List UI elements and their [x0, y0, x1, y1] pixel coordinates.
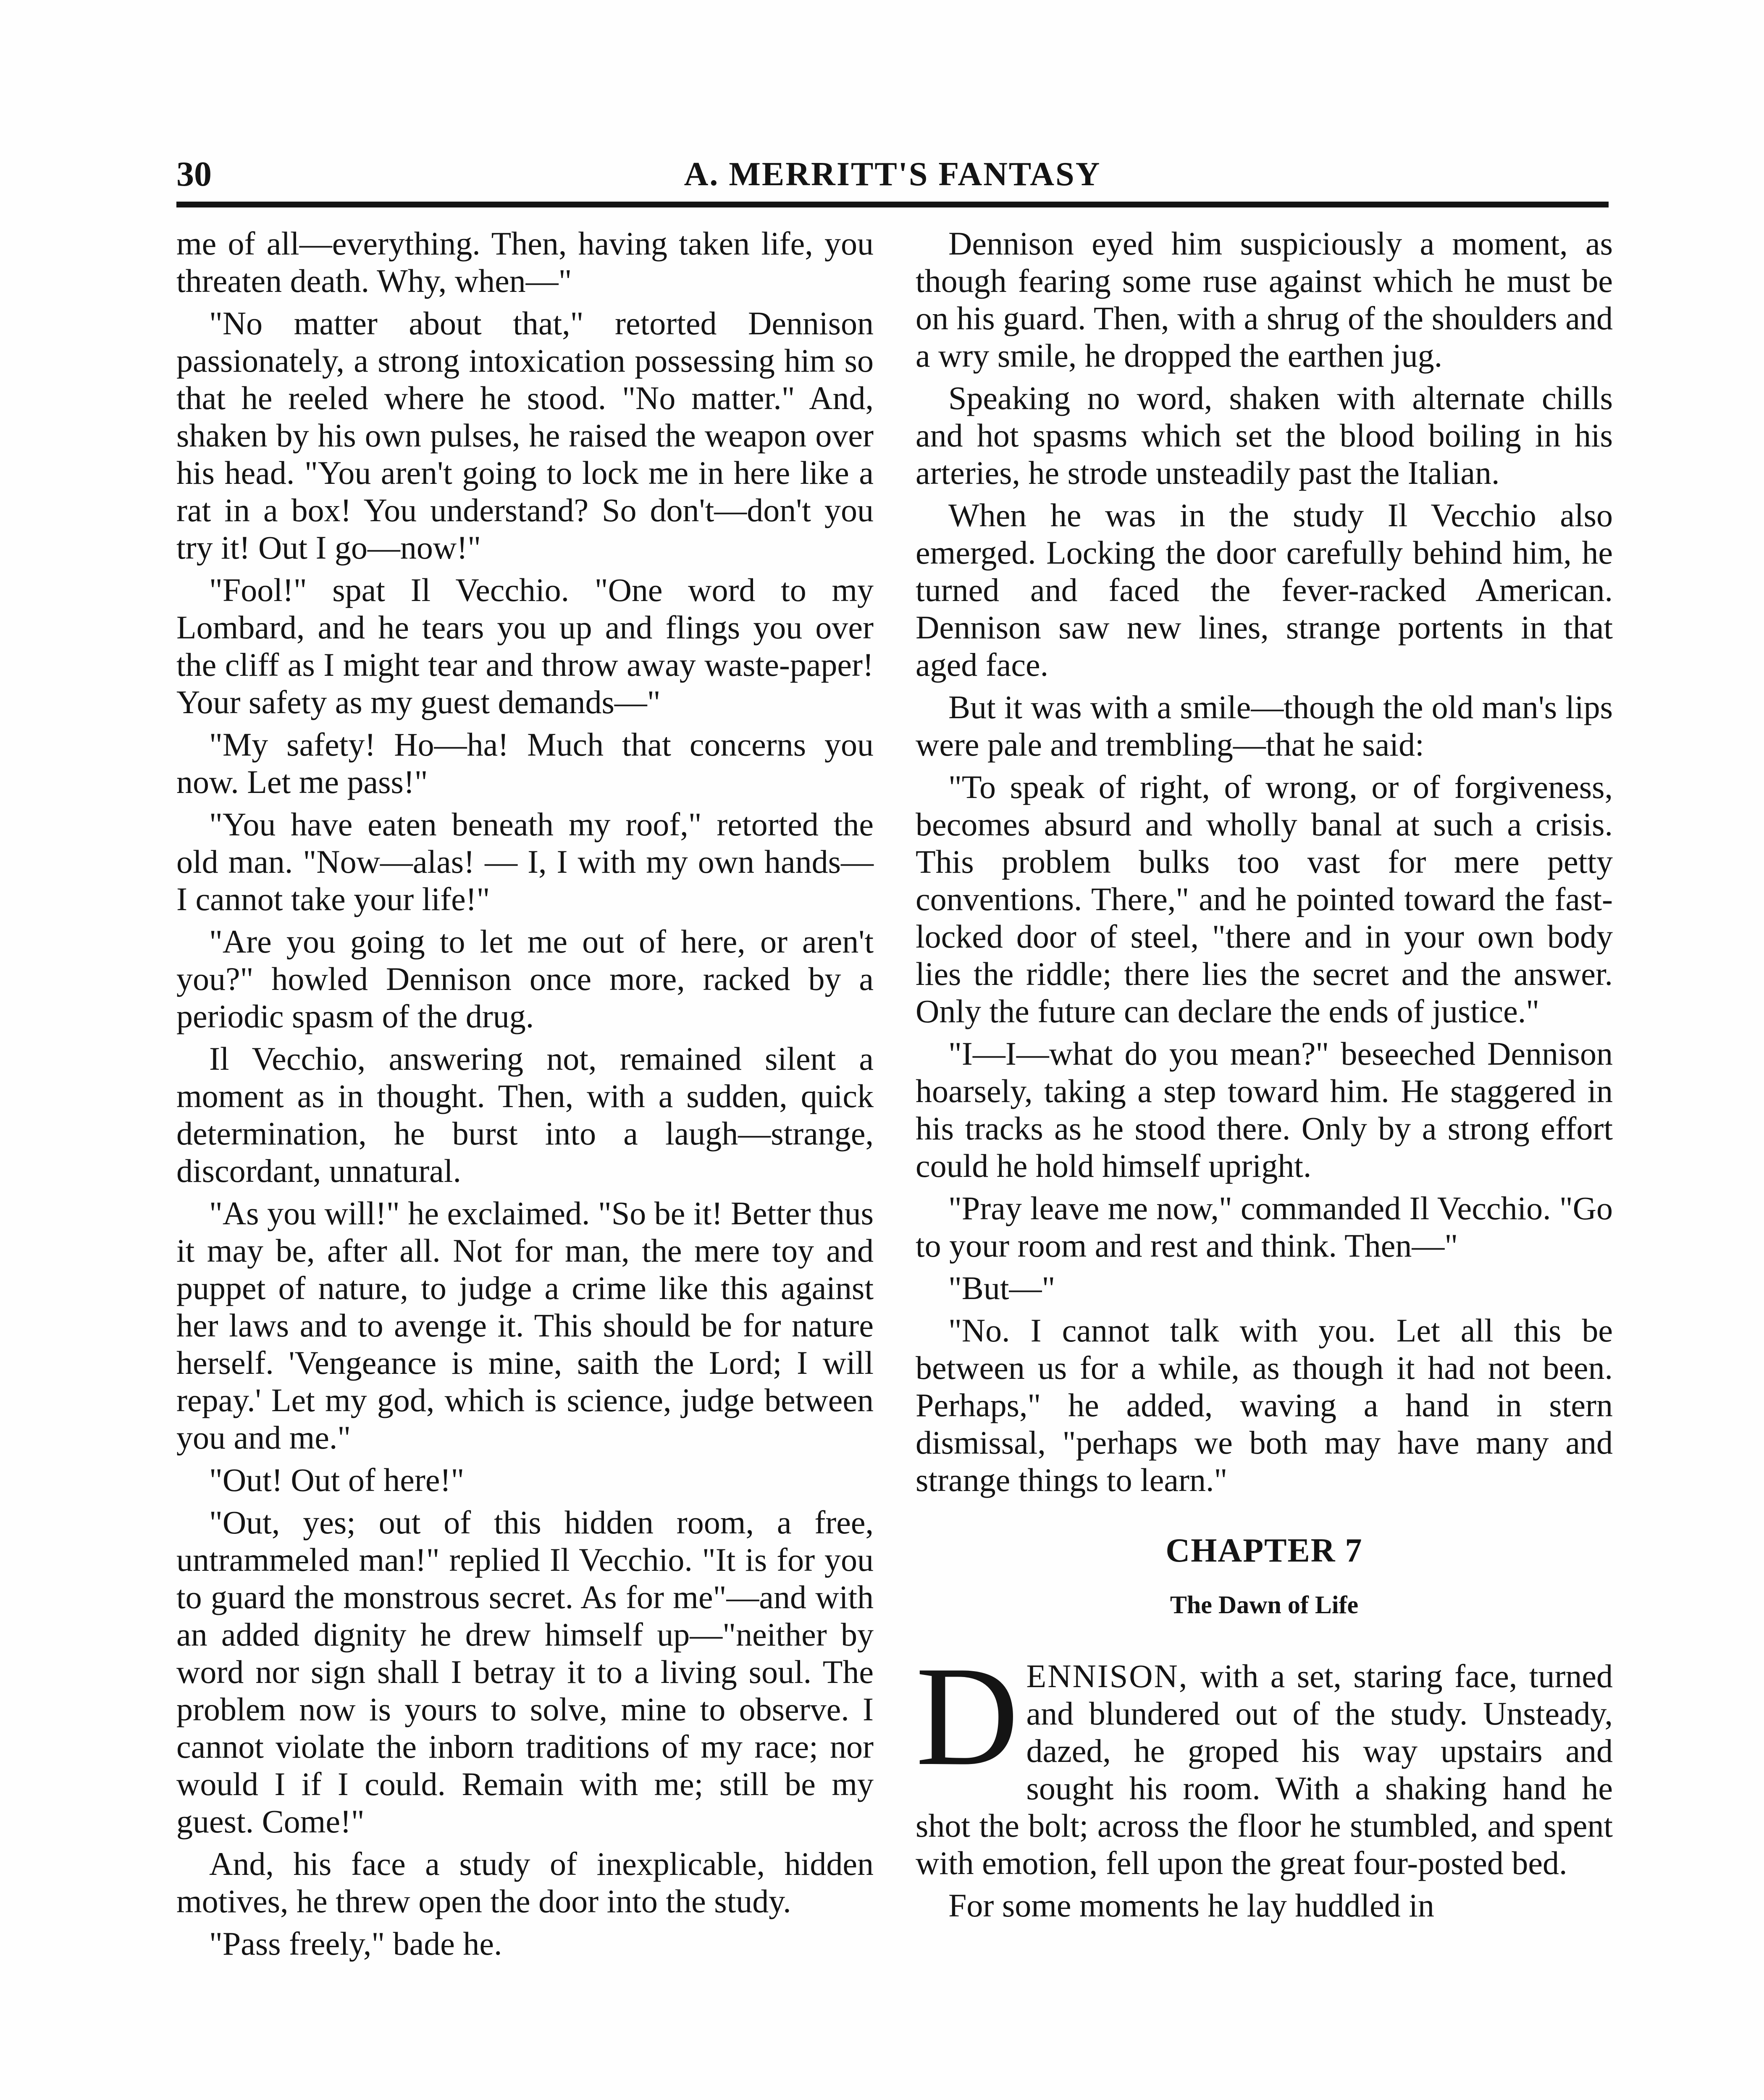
- paragraph: For some moments he lay huddled in: [948, 1887, 1434, 1924]
- paragraph: "Out! Out of here!": [209, 1462, 465, 1498]
- paragraph: "As you will!" he exclaimed. "So be it! Better thus it may be, after all. Not for man, the mere toy and puppet of nature, to judge a crime like this against her laws and to avenge it. This should be for nature herself. 'Vengeance is mine, saith the Lord; I will repay.' Let my god, which is science, judge between you and me.": [176, 1195, 874, 1456]
- running-title: A. MERRITT'S FANTASY: [684, 156, 1101, 193]
- paragraph: "You have eaten beneath my roof," retorted the old man. "Now—alas! — I, I with my own hands— I cannot take your life!": [176, 806, 874, 917]
- paragraph: "Pray leave me now," commanded Il Vecchio. "Go to your room and rest and think. Then—": [916, 1190, 1613, 1264]
- chapter-opening-paragraph: [916, 1637, 1613, 1882]
- opening-small-caps: ENNISON,: [1026, 1658, 1189, 1694]
- page-header: [176, 151, 1609, 197]
- paragraph: But it was with a smile—though the old man's lips were pale and trembling—that he said:: [916, 689, 1613, 763]
- header-rule: [176, 202, 1609, 207]
- paragraph: When he was in the study Il Vecchio also emerged. Locking the door carefully behind him, he turned and faced the fever-racked American. Dennison saw new lines, strange portents in that aged face.: [916, 497, 1613, 683]
- paragraph: Speaking no word, shaken with alternate chills and hot spasms which set the blood boiling in his arteries, he strode unsteadily past the Italian.: [916, 380, 1613, 491]
- chapter-title: CHAPTER 7: [1166, 1532, 1363, 1569]
- paragraph: "To speak of right, of wrong, or of forgiveness, becomes absurd and wholly banal at such a crisis. This problem bulks too vast for mere petty conventions. There," and he pointed toward the fast-locked door of steel, "there and in your own body lies the riddle; there lies the secret and the answer. Only the future can declare the ends of justice.": [916, 769, 1613, 1029]
- left-column: [176, 225, 874, 1967]
- chapter-subtitle: The Dawn of Life: [1170, 1591, 1359, 1619]
- opening-text: with a set, staring face, turned and blundered out of the study. Unsteady, dazed, he groped his way upstairs and sought his room. With a shaking hand he shot the bolt; across the floor he stumbled, and spent with emotion, fell upon the great four-posted bed.: [916, 1658, 1613, 1881]
- paragraph: "No. I cannot talk with you. Let all this be between us for a while, as though it had not been. Perhaps," he added, waving a hand in stern dismissal, "perhaps we both may have many and strange things to learn.": [916, 1312, 1613, 1498]
- paragraph: "Out, yes; out of this hidden room, a free, untrammeled man!" replied Il Vecchio. "It is for you to guard the monstrous secret. As for me"—and with an added dignity he drew himself up—"neither by word nor sign shall I betray it to a living soul. The problem now is yours to solve, mine to observe. I cannot violate the inborn traditions of my race; nor would I if I could. Remain with me; still be my guest. Come!": [176, 1504, 874, 1840]
- paragraph: Il Vecchio, answering not, remained silent a moment as in thought. Then, with a sudden, quick determination, he burst into a laugh—strange, discordant, unnatural.: [176, 1040, 874, 1189]
- paragraph: "Pass freely," bade he.: [209, 1925, 502, 1962]
- drop-cap: D: [916, 1637, 1019, 1795]
- page-number: 30: [176, 155, 212, 194]
- right-column: [916, 225, 1613, 1929]
- paragraph: "Are you going to let me out of here, or aren't you?" howled Dennison once more, racked by a periodic spasm of the drug.: [176, 923, 874, 1034]
- paragraph: "My safety! Ho—ha! Much that concerns you now. Let me pass!": [176, 726, 874, 800]
- paragraph: And, his face a study of inexplicable, hidden motives, he threw open the door into the study.: [176, 1845, 874, 1919]
- paragraph: "I—I—what do you mean?" beseeched Dennison hoarsely, taking a step toward him. He staggered in his tracks as he stood there. Only by a strong effort could he hold himself upright.: [916, 1035, 1613, 1184]
- paragraph: "But—": [948, 1270, 1055, 1306]
- paragraph: me of all—everything. Then, having taken life, you threaten death. Why, when—": [176, 225, 874, 299]
- paragraph: "No matter about that," retorted Dennison passionately, a strong intoxication possessing him so that he reeled where he stood. "No matter." And, shaken by his own pulses, he raised the weapon over his head. "You aren't going to lock me in here like a rat in a box! You understand? So don't—don't you try it! Out I go—now!": [176, 305, 874, 566]
- paragraph: Dennison eyed him suspiciously a moment, as though fearing some ruse against which he must be on his guard. Then, with a shrug of the shoulders and a wry smile, he dropped the earthen jug.: [916, 225, 1613, 374]
- paragraph: "Fool!" spat Il Vecchio. "One word to my Lombard, and he tears you up and flings you over the cliff as I might tear and throw away waste-paper! Your safety as my guest demands—": [176, 572, 874, 720]
